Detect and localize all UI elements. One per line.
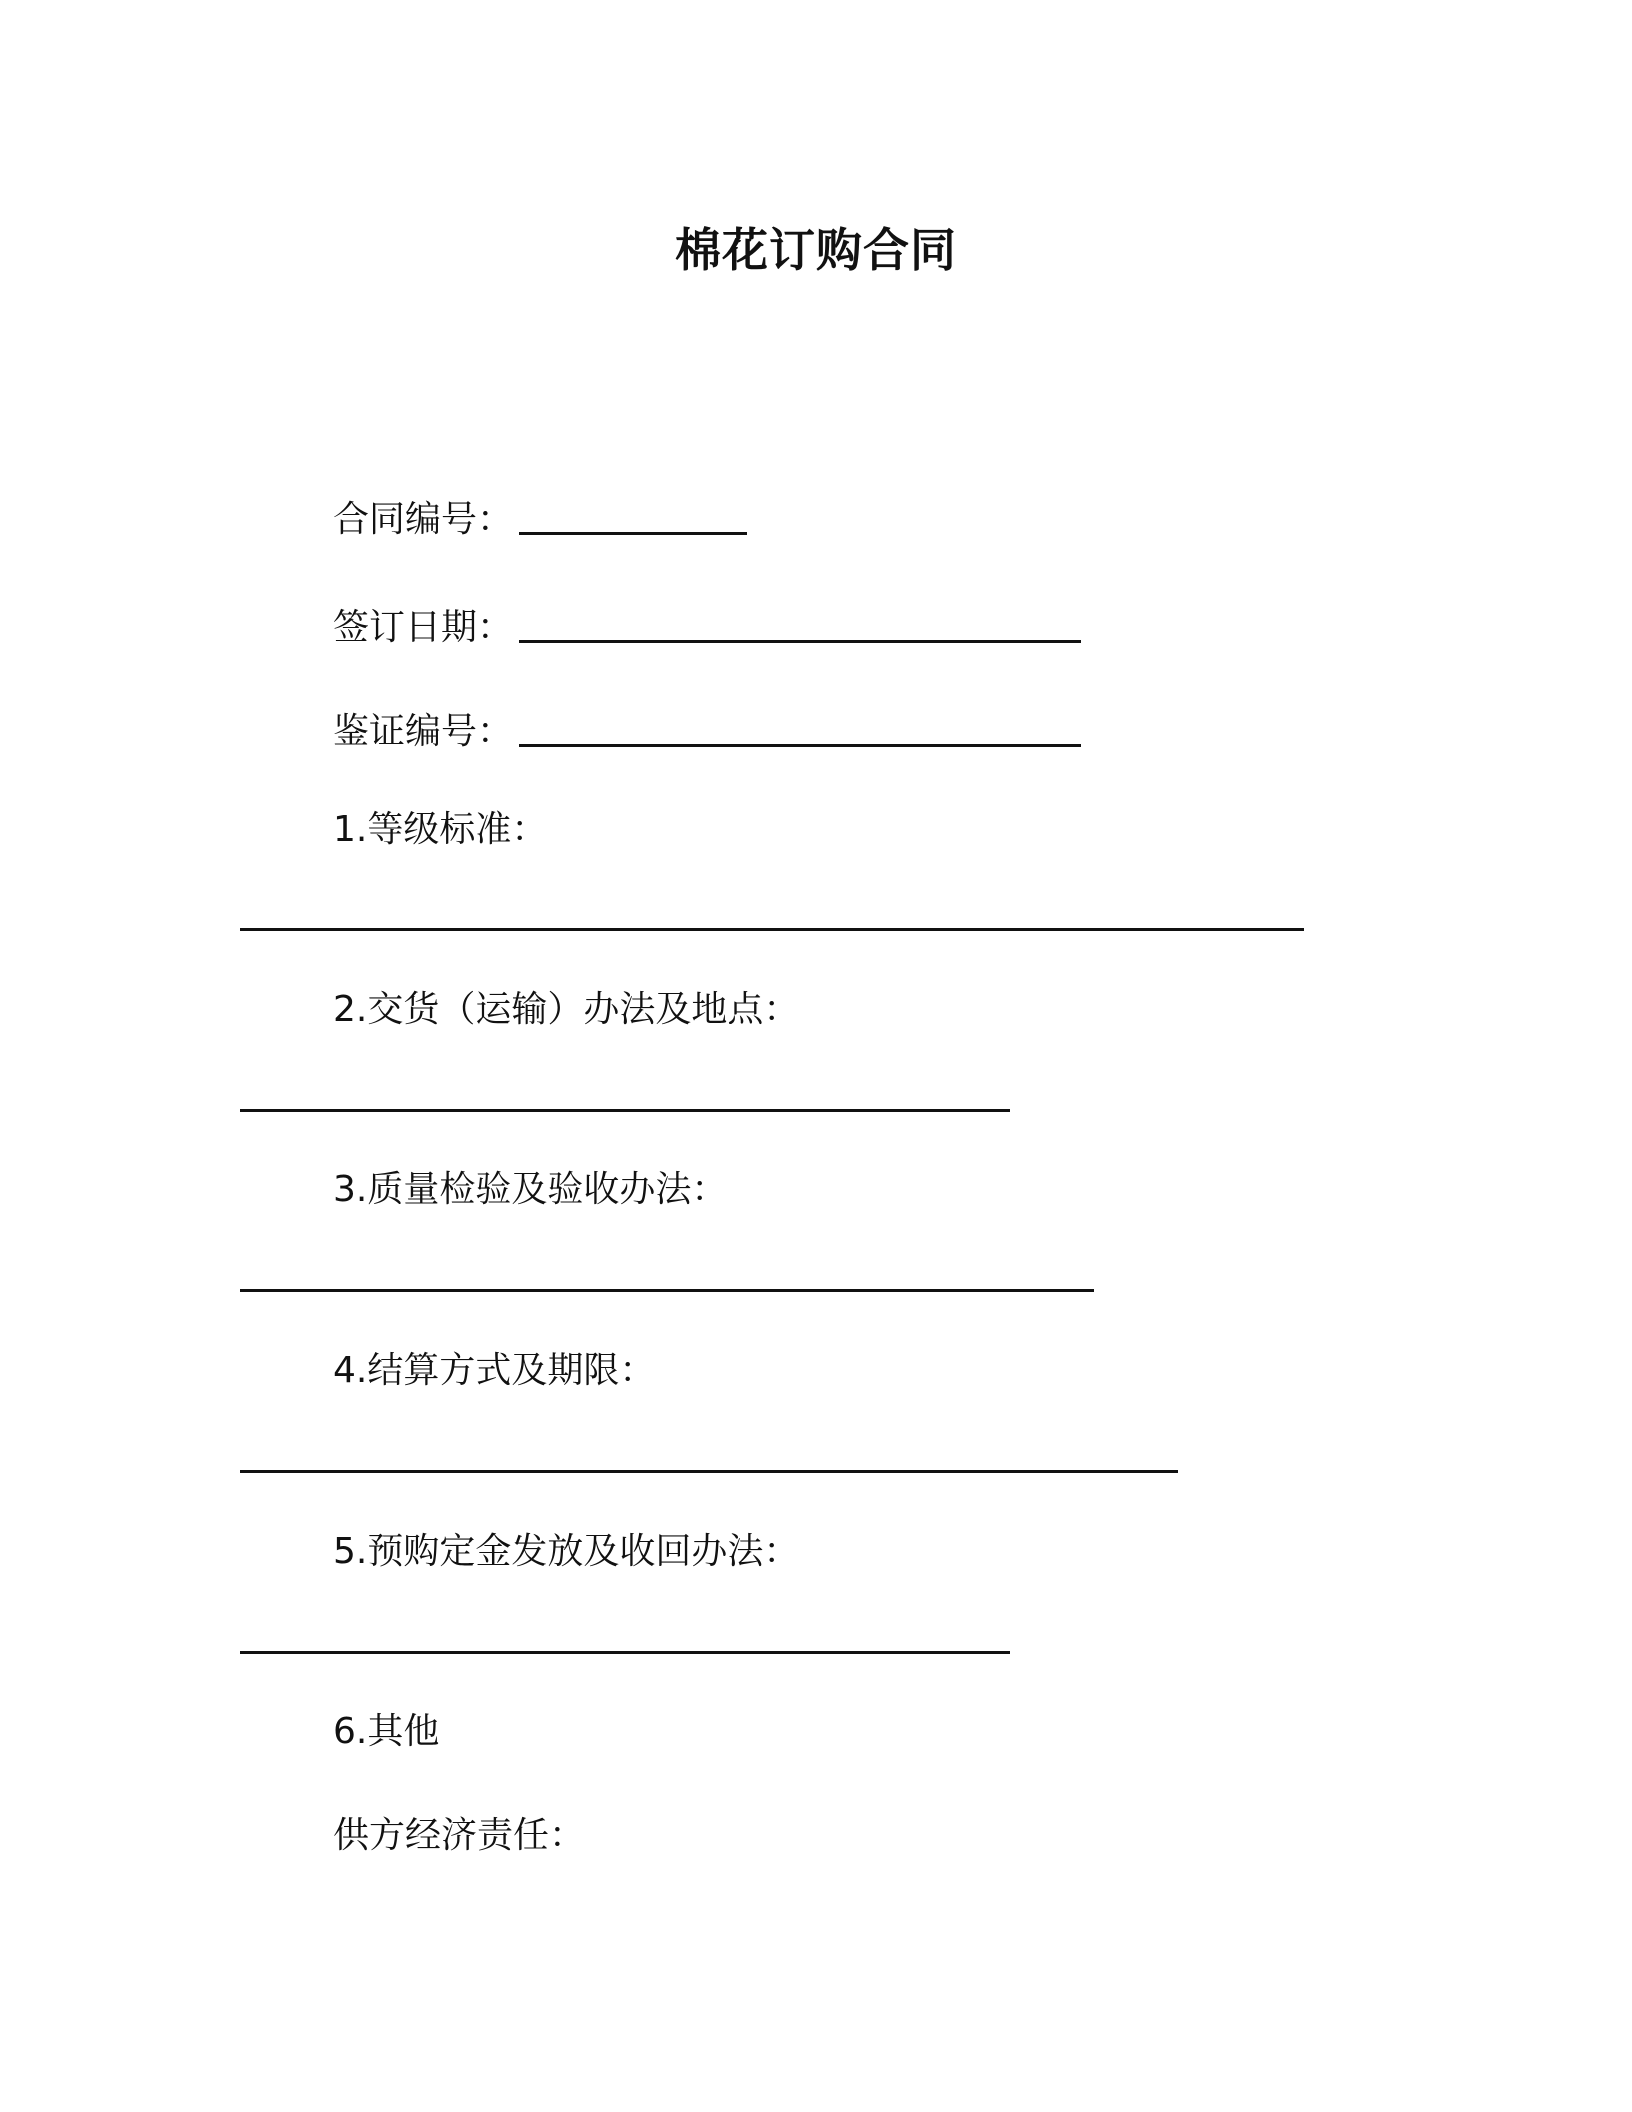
sign-date-row	[333, 604, 1081, 652]
contract-number-row	[333, 496, 747, 544]
delivery-method-blank[interactable]	[240, 1109, 1010, 1112]
quality-inspection-blank[interactable]	[240, 1289, 1094, 1292]
supplier-liability-label: 供方经济责任：	[333, 1815, 586, 1856]
contract-number-blank[interactable]	[519, 502, 747, 535]
deposit-blank[interactable]	[240, 1651, 1010, 1654]
notary-number-blank[interactable]	[519, 714, 1081, 747]
sign-date-label: 签订日期：	[333, 607, 514, 648]
item-other: 6.其他	[333, 1711, 440, 1752]
grade-standard-blank[interactable]	[240, 928, 1304, 931]
item-deposit: 5.预购定金发放及收回办法：	[333, 1531, 800, 1572]
sign-date-blank[interactable]	[519, 610, 1081, 643]
item-settlement: 4.结算方式及期限：	[333, 1350, 656, 1391]
item-delivery-method: 2.交货（运输）办法及地点：	[333, 989, 800, 1030]
item-grade-standard: 1.等级标准：	[333, 809, 548, 850]
notary-number-label: 鉴证编号：	[333, 711, 514, 752]
item-quality-inspection: 3.质量检验及验收办法：	[333, 1169, 728, 1210]
document-title: 棉花订购合同	[675, 223, 957, 277]
settlement-blank[interactable]	[240, 1470, 1178, 1473]
notary-number-row	[333, 708, 1081, 756]
contract-number-label: 合同编号：	[333, 499, 514, 540]
